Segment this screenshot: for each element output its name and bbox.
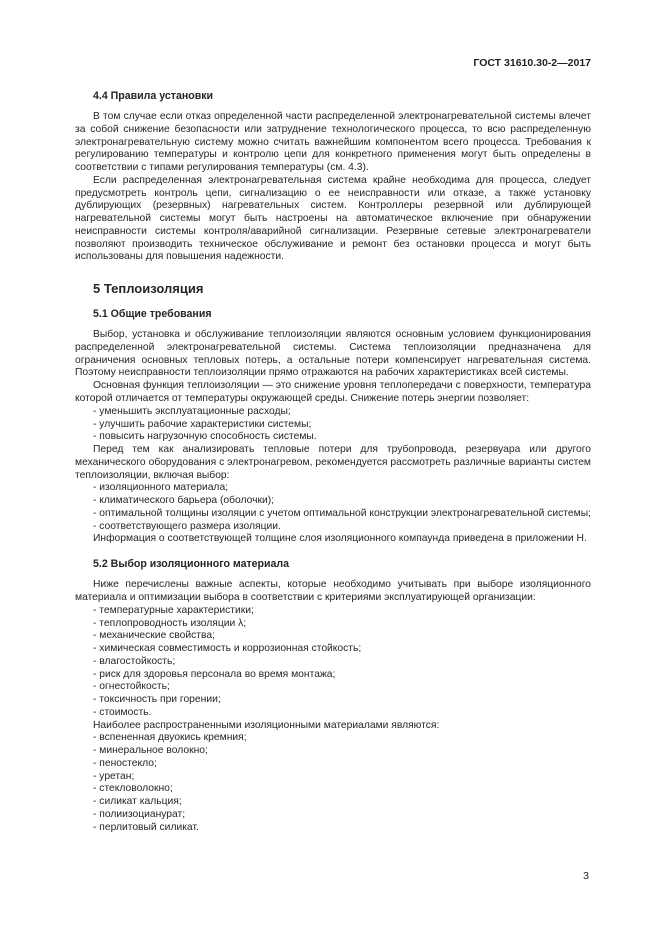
- list-item: - изоляционного материала;: [93, 482, 229, 494]
- list-item: - полиизоцианурат;: [93, 808, 186, 820]
- list-item: - уретан;: [93, 770, 135, 782]
- list-item: - вспененная двуокись кремния;: [93, 732, 247, 744]
- doc-number: ГОСТ 31610.30-2—2017: [473, 57, 591, 69]
- subsection-heading: 5.1 Общие требования: [93, 308, 212, 321]
- list-item: - оптимальной толщины изоляции с учетом оптимальной конструкции электронагревательной системы;: [93, 507, 591, 519]
- list-item: - температурные характеристики;: [93, 604, 254, 616]
- list-item: - минеральное волокно;: [93, 745, 208, 757]
- list-item: - теплопроводность изоляции λ;: [93, 617, 247, 629]
- paragraph: Перед тем как анализировать тепловые потери для трубопровода, резервуара или другого механического оборудования с электронагревом, рекомендуется рассмотреть различные варианты систем теплоизоляции, включая выбор:: [75, 444, 591, 481]
- paragraph: Ниже перечислены важные аспекты, которые необходимо учитывать при выборе изоляционного материала и оптимизации выбора в соответствии с критериями эксплуатирующей организации:: [75, 579, 591, 603]
- paragraph: В том случае если отказ определенной части распределенной электронагревательной системы влечет за собой снижение безопасности или затруднение технологического процесса, то всю распределенную электронагревательную систему можно считать важнейшим компонентом всего процесса. Требования к регулированию температуры и контролю цепи для конкретного применения могут быть определены в соответствии с типами регулирования температуры (см. 4.3).: [75, 111, 591, 174]
- paragraph: Основная функция теплоизоляции — это снижение уровня теплопередачи с поверхности, температура которой отличается от температуры окружающей среды. Снижение потерь энергии позволяет:: [75, 380, 591, 405]
- list-item: - стекловолокно;: [93, 783, 173, 795]
- paragraph: Если распределенная электронагревательная система крайне необходима для процесса, следует предусмотреть контроль цепи, сигнализацию о ее неисправности или отказе, а также установку дублирующих (резервных) нагревательных систем. Контроллеры резервной или дублирующей нагревательной системы могут быть настроены на автоматическое включение при обнаружении неисправности системы контроля/аварийной сигнализации. Резервные сетевые электронагреватели позволяют производить техническое обслуживание и ремонт без остановки процесса и могут быть использованы для повышения надежности.: [75, 174, 591, 263]
- paragraph: Выбор, установка и обслуживание теплоизоляции являются основным условием функционирования распределенной электронагревательной системы. Система теплоизоляции предназначена для ограничения основных тепловых потерь, а остальные потери компенсирует нагревательная система. Поэтому неисправности теплоизоляции прямо отражаются на рабочих характеристиках всей системы.: [75, 329, 591, 379]
- subsection-heading: 4.4 Правила установки: [93, 90, 214, 102]
- paragraph: Наиболее распространенными изоляционными материалами являются:: [93, 719, 440, 731]
- list-item: - силикат кальция;: [93, 796, 182, 808]
- subsection-heading: 5.2 Выбор изоляционного материала: [93, 558, 290, 571]
- section-heading: 5 Теплоизоляция: [93, 281, 204, 297]
- list-item: - уменьшить эксплуатационные расходы;: [93, 405, 291, 417]
- list-item: - соответствующего размера изоляции.: [93, 520, 281, 532]
- list-item: - механические свойства;: [93, 630, 215, 642]
- paragraph: Информация о соответствующей толщине слоя изоляционного компаунда приведена в приложении Н.: [93, 533, 587, 545]
- list-item: - улучшить рабочие характеристики системы;: [93, 418, 312, 430]
- list-item: - повысить нагрузочную способность системы.: [93, 431, 317, 443]
- list-item: - огнестойкость;: [93, 681, 170, 693]
- list-item: - токсичность при горении;: [93, 694, 221, 706]
- list-item: - риск для здоровья персонала во время монтажа;: [93, 668, 336, 680]
- page-number: 3: [583, 870, 589, 882]
- document-content: [75, 90, 591, 835]
- list-item: - влагостойкость;: [93, 655, 176, 667]
- list-item: - химическая совместимость и коррозионная стойкость;: [93, 643, 362, 655]
- list-item: - перлитовый силикат.: [93, 821, 199, 833]
- list-item: - стоимость.: [93, 706, 152, 718]
- list-item: - пеностекло;: [93, 757, 157, 769]
- list-item: - климатического барьера (оболочки);: [93, 495, 275, 507]
